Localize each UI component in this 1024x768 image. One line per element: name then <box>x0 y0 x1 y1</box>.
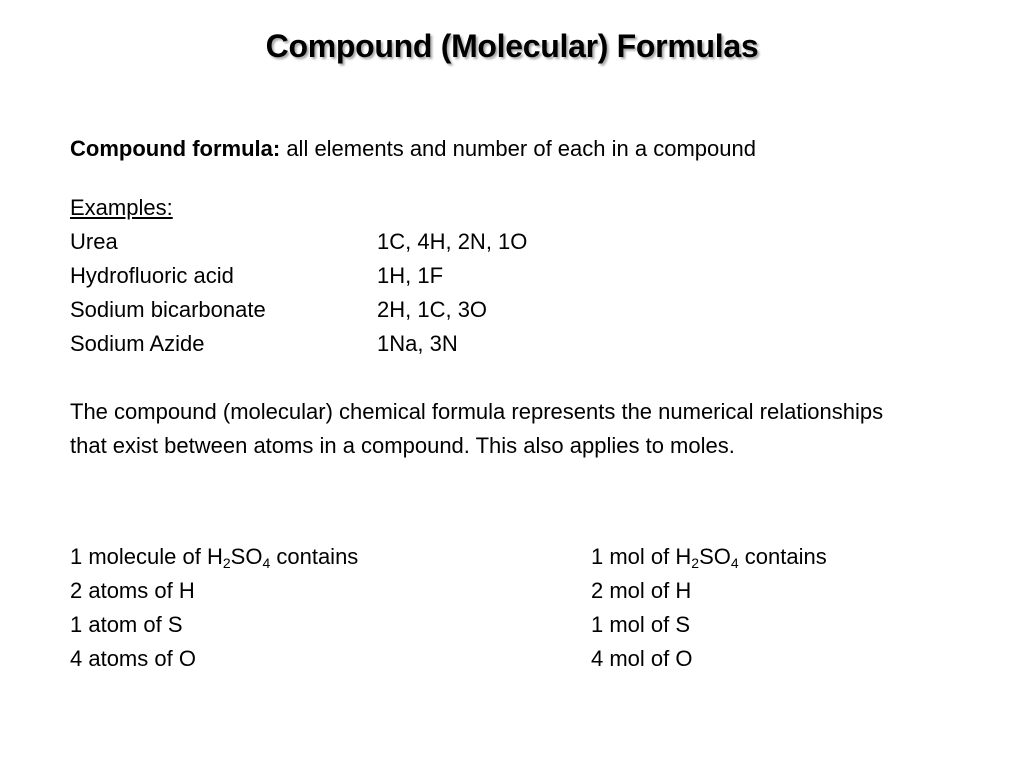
example-atom-counts: 2H, 1C, 3O <box>377 297 488 322</box>
example-row <box>70 293 770 327</box>
example-compound-name: Sodium Azide <box>70 331 205 356</box>
molecule-heading-formula: SO <box>230 544 263 569</box>
molecule-heading <box>70 540 358 574</box>
definition-text: all elements and number of each in a compound <box>280 136 756 161</box>
mole-line: 4 mol of O <box>591 646 693 671</box>
mole-line: 2 mol of H <box>591 578 692 603</box>
example-atom-counts: 1Na, 3N <box>377 331 458 356</box>
example-compound-name: Hydrofluoric acid <box>70 263 234 288</box>
molecule-column <box>70 540 358 676</box>
mole-column <box>591 540 827 676</box>
example-atom-counts: 1H, 1F <box>377 263 444 288</box>
examples-heading: Examples: <box>70 195 173 220</box>
molecule-heading-prefix: 1 molecule of H <box>70 544 223 569</box>
subscript: 4 <box>262 555 271 571</box>
mole-heading-formula: SO <box>699 544 731 569</box>
molecule-heading-suffix: contains <box>270 544 359 569</box>
definition-term: Compound formula: <box>70 136 281 161</box>
example-row <box>70 259 770 293</box>
example-row <box>70 327 770 361</box>
example-atom-counts: 1C, 4H, 2N, 1O <box>377 229 528 254</box>
molecule-line: 2 atoms of H <box>70 578 195 603</box>
molecule-line: 4 atoms of O <box>70 646 196 671</box>
example-compound-name: Sodium bicarbonate <box>70 297 266 322</box>
mole-heading-suffix: contains <box>738 544 827 569</box>
mole-line: 1 mol of S <box>591 612 691 637</box>
mole-heading <box>591 540 827 574</box>
mole-heading-prefix: 1 mol of H <box>591 544 692 569</box>
example-row <box>70 225 770 259</box>
subscript: 2 <box>691 555 700 571</box>
molecule-line: 1 atom of S <box>70 612 183 637</box>
example-compound-name: Urea <box>70 229 118 254</box>
slide-title: Compound (Molecular) Formulas <box>265 28 759 64</box>
explanation-paragraph: The compound (molecular) chemical formula represents the numerical relationships that exist between atoms in a compound. This also applies to moles. <box>70 399 884 458</box>
subscript: 4 <box>730 555 739 571</box>
subscript: 2 <box>222 555 231 571</box>
definition-line <box>70 132 756 166</box>
